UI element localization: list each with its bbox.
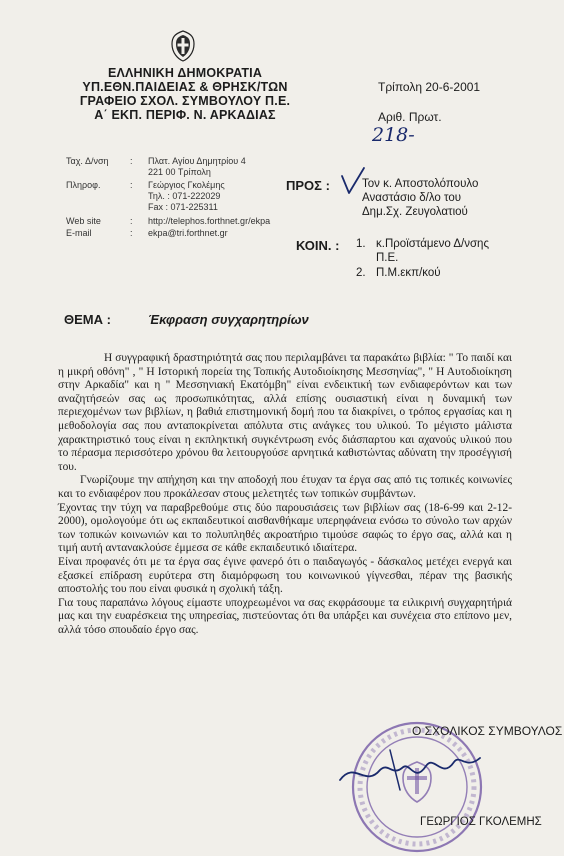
greek-coat-of-arms-icon (168, 30, 198, 62)
header-line-3: ΓΡΑΦΕΙΟ ΣΧΟΛ. ΣΥΜΒΟΥΛΟΥ Π.Ε. (79, 94, 291, 108)
to-line-2: Αναστάσιο δ/λο του (362, 192, 462, 204)
contact-value: 221 00 Τρίπολη (148, 167, 211, 177)
contact-label: Web site (66, 216, 101, 226)
contact-colon: : (130, 180, 133, 190)
handwritten-signature-icon (330, 740, 490, 800)
body-paragraph: Γνωρίζουμε την απήχηση και την αποδοχή που έτυχαν τα έργα σας από τις τοπικές κοινωνίες και το ενδιαφέρον που προκάλεσαν στους μελετητές των τοπικών συμβάντων. (58, 474, 512, 500)
header-line-2: ΥΠ.ΕΘΝ.ΠΑΙΔΕΙΑΣ & ΘΡΗΣΚ/ΤΩΝ (82, 80, 288, 94)
protocol-label: Αριθ. Πρωτ. (378, 110, 442, 124)
header-line-1: ΕΛΛΗΝΙΚΗ ΔΗΜΟΚΡΑΤΙΑ (107, 66, 263, 80)
contact-value: http://telephos.forthnet.gr/ekpa (148, 216, 271, 226)
contact-value: Πλατ. Αγίου Δημητρίου 4 (148, 156, 246, 166)
contact-value: Τηλ. : 071-222029 (148, 191, 221, 201)
body-paragraph: Για τους παραπάνω λόγους είμαστε υποχρεωμένοι να σας εκφράσουμε τα ειλικρινή συγχαρητήριά μας και την ευαρέσκεια της υπηρεσίας, πιστεύοντας ότι θα υπάρξει και συνέχεια στο επίπονο μεν, αλλά τόσο σπουδαίο έργο σας. (58, 596, 512, 636)
to-label: ΠΡΟΣ : (286, 178, 330, 193)
cc-item-text: Π.Μ.εκπ/κού (376, 267, 441, 279)
subject-text: Έκφραση συγχαρητηρίων (148, 312, 309, 327)
body-paragraph: Έχοντας την τύχη να παραβρεθούμε στις δύο παρουσιάσεις των βιβλίων σας (18-6-99 και 2-12-2000), ομολογούμε ότι ως εκπαιδευτικοί αισθανθήκαμε υπερηφάνεια ενόσω το σύνολο των αρχών των τοπικών κοινωνιών και το πολυπληθές ακροατήριο τιμούσε σαφώς το έργο σας, αλλά και η τιμή αυτή αντανακλούσε έμμεσα σε κάθε εκπαιδευτικό ιδιαίτερα. (58, 501, 512, 555)
signature-title: Ο ΣΧΟΛΙΚΟΣ ΣΥΜΒΟΥΛΟΣ (412, 724, 563, 738)
to-line-1: Τον κ. Αποστολόπουλο (362, 178, 479, 190)
contact-colon: : (130, 156, 133, 166)
cc-item-number: 1. (356, 238, 366, 250)
contact-label: Ταχ. Δ/νση (66, 156, 109, 166)
place-date: Τρίπολη 20-6-2001 (378, 80, 481, 94)
body-paragraph: Η συγγραφική δραστηριότητά σας που περιλαμβάνει τα παρακάτω βιβλία: " Το παιδί και η μικρή οθόνη" , " Η Ιστορική πορεία της Τοπικής Αυτοδιοίκησης Μεσσηνίας", " Η Αυτοδιοίκηση στην Αρκαδία" και η " Μεσσηνιακή Εκατόμβη" είναι ενδεικτική των ενδιαφερόντων και των αναζητήσεών σας ως προσωπικότητας, αλλά επίσης ουσιαστική είναι η δυναμική των περιεχομένων των βιβλίων, η βαθιά επιστημονική δομή που τα διακρίνει, ο τρόπος εργασίας και η μεθοδολογία σας που ανταποκρίνεται απόλυτα στις ανάγκες του υλικού. Το μέγιστο μάλιστα χαρακτηριστικό τους είναι η εκπληκτική συγκέντρωση ενός διάσπαρτου και αχανούς υλικού που το πέρασμα περισσότερο χρόνου θα λειτουργούσε αρνητικά καθιστώντας αδύνατη την προσέγγισή του. (58, 352, 512, 473)
header-line-4: Α΄ ΕΚΠ. ΠΕΡΙΦ. Ν. ΑΡΚΑΔΙΑΣ (94, 108, 276, 122)
subject-label: ΘΕΜΑ : (64, 312, 111, 327)
contact-value: ekpa@tri.forthnet.gr (148, 228, 228, 238)
cc-item-text: κ.Προϊστάμενο Δ/νσης (376, 238, 489, 250)
cc-label: ΚΟΙΝ. : (296, 238, 340, 253)
cc-item-number: 2. (356, 267, 366, 279)
signature-name: ΓΕΩΡΓΙΟΣ ΓΚΟΛΕΜΗΣ (420, 816, 542, 828)
body-paragraph: Είναι προφανές ότι με τα έργα σας έγινε φανερό ότι ο παιδαγωγός - δάσκαλος μετέχει ενεργά και εξασκεί επίδραση ευρύτερα στη διαμόρφωση του κοινωνικού γίγνεσθαι, πέραν της βασικής αποστολής του που είναι φυσικά η σχολική τάξη. (58, 555, 512, 596)
cc-item-text: Π.Ε. (376, 252, 399, 264)
protocol-number: 218- (372, 124, 415, 146)
contact-value: Γεώργιος Γκολέμης (148, 180, 225, 190)
contact-colon: : (130, 228, 133, 238)
contact-value: Fax : 071-225311 (148, 202, 218, 212)
contact-label: E-mail (66, 228, 92, 238)
letter-body (58, 352, 512, 637)
contact-colon: : (130, 216, 133, 226)
to-line-3: Δημ.Σχ. Ζευγολατιού (362, 206, 468, 218)
contact-label: Πληροφ. (66, 180, 101, 190)
